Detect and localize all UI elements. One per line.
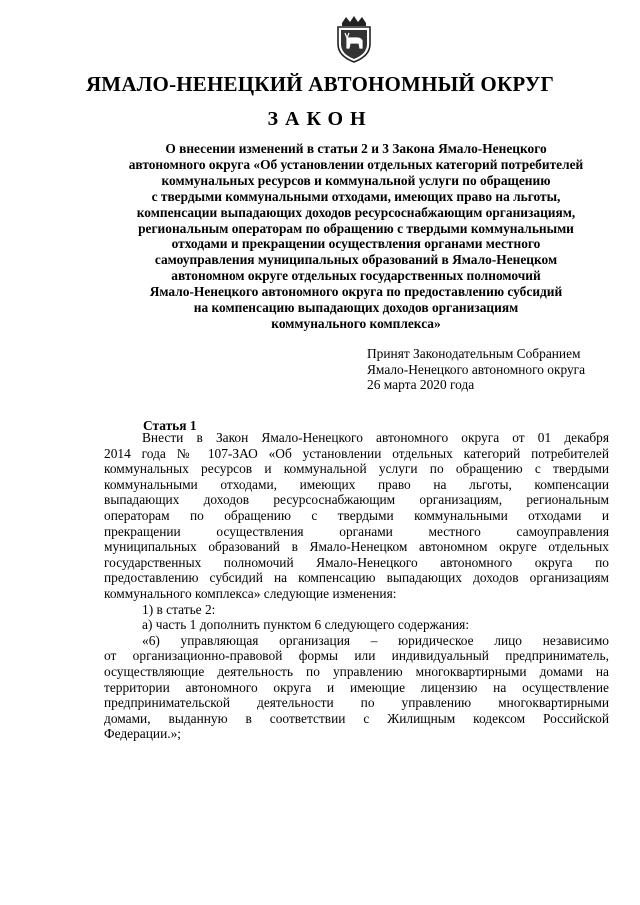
adoption-line: Принят Законодательным Собранием xyxy=(367,346,581,361)
body-line: 1) в статье 2: xyxy=(142,601,216,617)
body-line: осуществляющие деятельность по управлению многоквартирными домами на xyxy=(104,663,609,679)
law-title xyxy=(96,141,616,332)
document-type: ЗАКОН xyxy=(267,108,373,130)
title-line: коммунального комплекса» xyxy=(271,315,441,331)
body-line: от организационно-правовой формы или индивидуальный предприниматель, xyxy=(104,648,609,664)
title-line: О внесении изменений в статьи 2 и 3 Закона Ямало-Ненецкого xyxy=(165,141,547,156)
body-line: «6) управляющая организация – юридическое лицо независимо xyxy=(142,632,609,648)
title-line: Ямало-Ненецкого автономного округа по предоставлению субсидий xyxy=(149,284,563,300)
adoption-note xyxy=(367,346,585,393)
title-line: автономном округе отдельных государственных полномочий xyxy=(171,268,541,284)
body-line: предпринимательской деятельности по управлению многоквартирными xyxy=(104,695,609,711)
body-line: 2014 года № 107-ЗАО «Об установлении отдельных категорий потребителей xyxy=(104,445,609,461)
body-line: коммунального комплекса» следующие изменения: xyxy=(104,585,397,601)
body-line: прекращении осуществления органами местного самоуправления xyxy=(104,523,609,539)
title-line: на компенсацию выпадающих доходов организациям xyxy=(193,300,519,316)
region-name: ЯМАЛО-НЕНЕЦКИЙ АВТОНОМНЫЙ ОКРУГ xyxy=(85,72,555,96)
title-line: самоуправления муниципальных образований в Ямало-Ненецком xyxy=(154,252,558,268)
body-line: предоставлению субсидий на компенсацию выпадающих доходов организациям xyxy=(104,570,609,586)
body-line: коммунальными отходами, имеющих право на льготы, компенсации xyxy=(104,476,609,492)
body-line: коммунальных ресурсов и коммунальной услуги по обращению с твердыми xyxy=(104,461,609,477)
body-line: государственных полномочий Ямало-Ненецкого автономного округа по xyxy=(104,554,609,570)
body-line: операторам по обращению с твердыми коммунальными отходами и xyxy=(104,507,609,523)
title-line: отходами и прекращении осуществления органами местного xyxy=(171,236,541,252)
article-body xyxy=(104,430,609,742)
body-line: выпадающих доходов ресурсоснабжающим организациям, региональным xyxy=(104,492,609,508)
body-line: а) часть 1 дополнить пунктом 6 следующего содержания: xyxy=(142,617,470,633)
body-line: Внести в Закон Ямало-Ненецкого автономного округа от 01 декабря xyxy=(142,430,609,445)
adoption-date: 26 марта 2020 года xyxy=(367,377,475,393)
title-line: коммунальных ресурсов и коммунальной услуги по обращению xyxy=(161,172,551,188)
body-line: территории автономного округа и имеющие лицензию на осуществление xyxy=(104,679,609,695)
body-line: Федерации.»; xyxy=(104,726,182,742)
title-line: с твердыми коммунальными отходами, имеющих право на льготы, xyxy=(151,188,561,204)
title-line: автономного округа «Об установлении отдельных категорий потребителей xyxy=(128,156,584,172)
body-line: муниципальных образований в Ямало-Ненецком автономном округе отдельных xyxy=(104,539,609,555)
title-line: компенсации выпадающих доходов ресурсоснабжающим организациям, xyxy=(136,204,576,220)
body-line: домами, выданную в соответствии с Жилищным кодексом Российской xyxy=(104,710,609,726)
title-line: региональным операторам по обращению с твердыми коммунальными xyxy=(138,220,574,236)
article-heading: Статья 1 xyxy=(143,418,197,433)
coat-of-arms-icon xyxy=(332,14,376,64)
adoption-line: Ямало-Ненецкого автономного округа xyxy=(367,361,586,377)
